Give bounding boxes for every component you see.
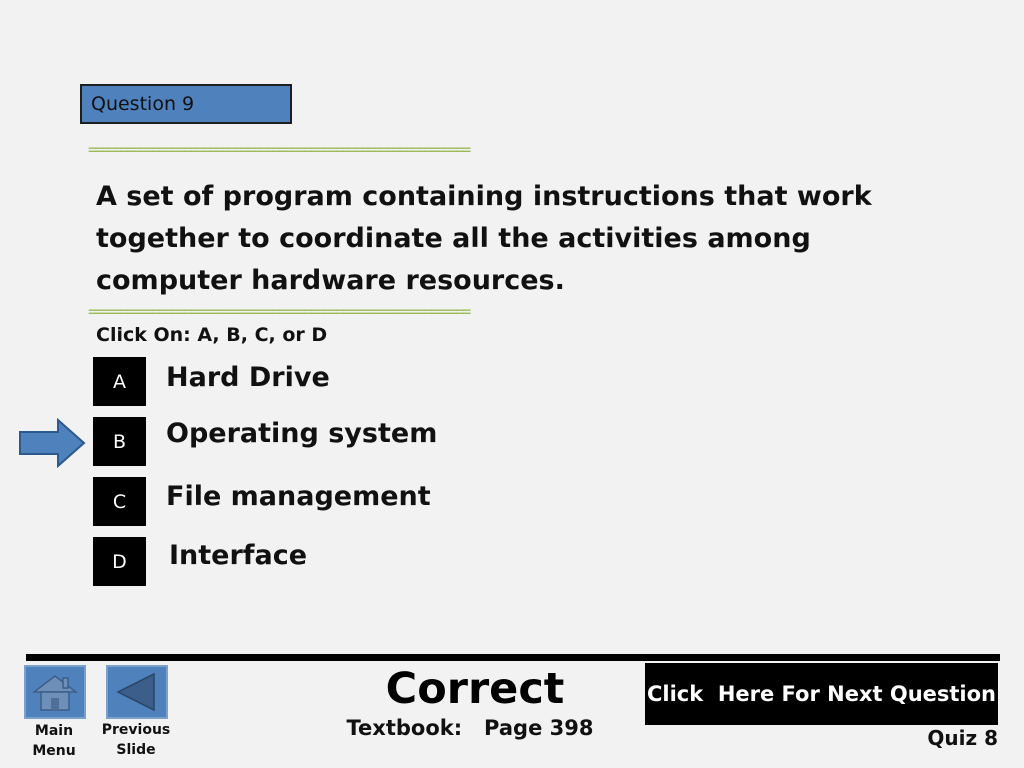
next-question-label: Click Here For Next Question — [646, 682, 997, 706]
choice-c-button[interactable]: C — [93, 477, 146, 526]
choice-a-button[interactable]: A — [93, 357, 146, 406]
question-number-box — [80, 84, 292, 124]
question-text: A set of program containing instructions that work together to coordinate all the activities among computer hardware resources. — [96, 181, 872, 296]
home-icon — [32, 672, 78, 712]
choice-c-text[interactable]: File management — [166, 481, 431, 512]
textbook-reference: Textbook: Page 398 — [346, 716, 594, 740]
bottom-divider — [26, 654, 1000, 661]
main-menu-button[interactable] — [24, 665, 86, 719]
choice-b-text[interactable]: Operating system — [166, 418, 438, 449]
choice-d-button[interactable]: D — [93, 537, 146, 586]
choice-b-button[interactable]: B — [93, 417, 146, 466]
choice-a-text[interactable]: Hard Drive — [166, 362, 330, 393]
result-text: Correct — [385, 664, 565, 714]
previous-slide-button[interactable] — [106, 665, 168, 719]
bottom-separator: ============================================================ — [88, 306, 468, 318]
selection-arrow-icon — [18, 418, 88, 468]
choice-d-text[interactable]: Interface — [169, 540, 308, 571]
top-separator: ============================================================ — [88, 144, 468, 156]
instruction-text: Click On: A, B, C, or D — [96, 324, 328, 346]
quiz-label: Quiz 8 — [927, 726, 998, 750]
question-number-label: Question 9 — [91, 93, 195, 115]
next-question-button[interactable] — [645, 663, 998, 725]
previous-slide-label: Previous Slide — [101, 722, 171, 758]
main-menu-label: Main Menu — [32, 723, 76, 759]
back-arrow-icon — [114, 672, 160, 712]
